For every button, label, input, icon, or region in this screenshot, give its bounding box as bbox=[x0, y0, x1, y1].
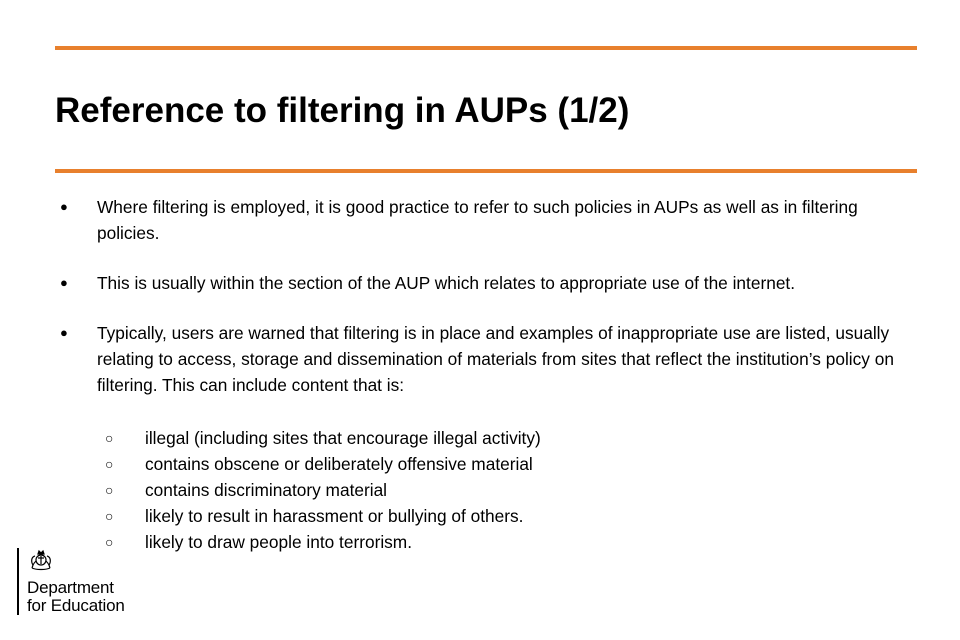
bullet-text: Where filtering is employed, it is good practice to refer to such policies in AUPs as well as in filtering policies. bbox=[97, 197, 858, 243]
bullet-text: Typically, users are warned that filtering is in place and examples of inappropriate use are listed, usually relating to access, storage and dissemination of materials from sites that reflect the institution’s policy on filtering. This can include content that is: bbox=[97, 323, 894, 395]
logo-line-1: Department bbox=[27, 578, 114, 597]
bullet-text: This is usually within the section of the AUP which relates to appropriate use of the internet. bbox=[97, 273, 796, 293]
bullet-item bbox=[55, 194, 905, 246]
bullet-list bbox=[55, 194, 905, 422]
logo-wordmark bbox=[27, 579, 125, 615]
sub-bullet-text: likely to result in harassment or bullying of others. bbox=[145, 506, 524, 526]
top-accent-rule bbox=[55, 46, 917, 50]
bullet-item bbox=[55, 270, 905, 296]
bullet-dot-icon: ● bbox=[60, 325, 68, 340]
sub-bullet-item bbox=[105, 451, 541, 477]
bullet-item bbox=[55, 320, 905, 398]
sub-bullet-text: illegal (including sites that encourage illegal activity) bbox=[145, 428, 541, 448]
sub-bullet-text: contains discriminatory material bbox=[145, 480, 388, 500]
hollow-circle-icon: ○ bbox=[105, 482, 114, 498]
sub-bullet-item bbox=[105, 503, 541, 529]
sub-bullet-item bbox=[105, 477, 541, 503]
royal-crest-icon bbox=[26, 548, 56, 572]
hollow-circle-icon: ○ bbox=[105, 508, 114, 524]
bullet-dot-icon: ● bbox=[60, 199, 68, 214]
hollow-circle-icon: ○ bbox=[105, 430, 114, 446]
logo-line-2: for Education bbox=[27, 596, 125, 615]
logo-divider bbox=[17, 548, 19, 615]
sub-bullet-list bbox=[105, 425, 541, 555]
sub-bullet-text: contains obscene or deliberately offensive material bbox=[145, 454, 533, 474]
sub-bullet-item bbox=[105, 425, 541, 451]
hollow-circle-icon: ○ bbox=[105, 534, 114, 550]
sub-bullet-item bbox=[105, 529, 541, 555]
sub-bullet-text: likely to draw people into terrorism. bbox=[145, 532, 413, 552]
hollow-circle-icon: ○ bbox=[105, 456, 114, 472]
slide-title: Reference to filtering in AUPs (1/2) bbox=[55, 91, 630, 130]
dfe-logo bbox=[17, 548, 147, 618]
title-underline-rule bbox=[55, 169, 917, 173]
bullet-dot-icon: ● bbox=[60, 275, 68, 290]
